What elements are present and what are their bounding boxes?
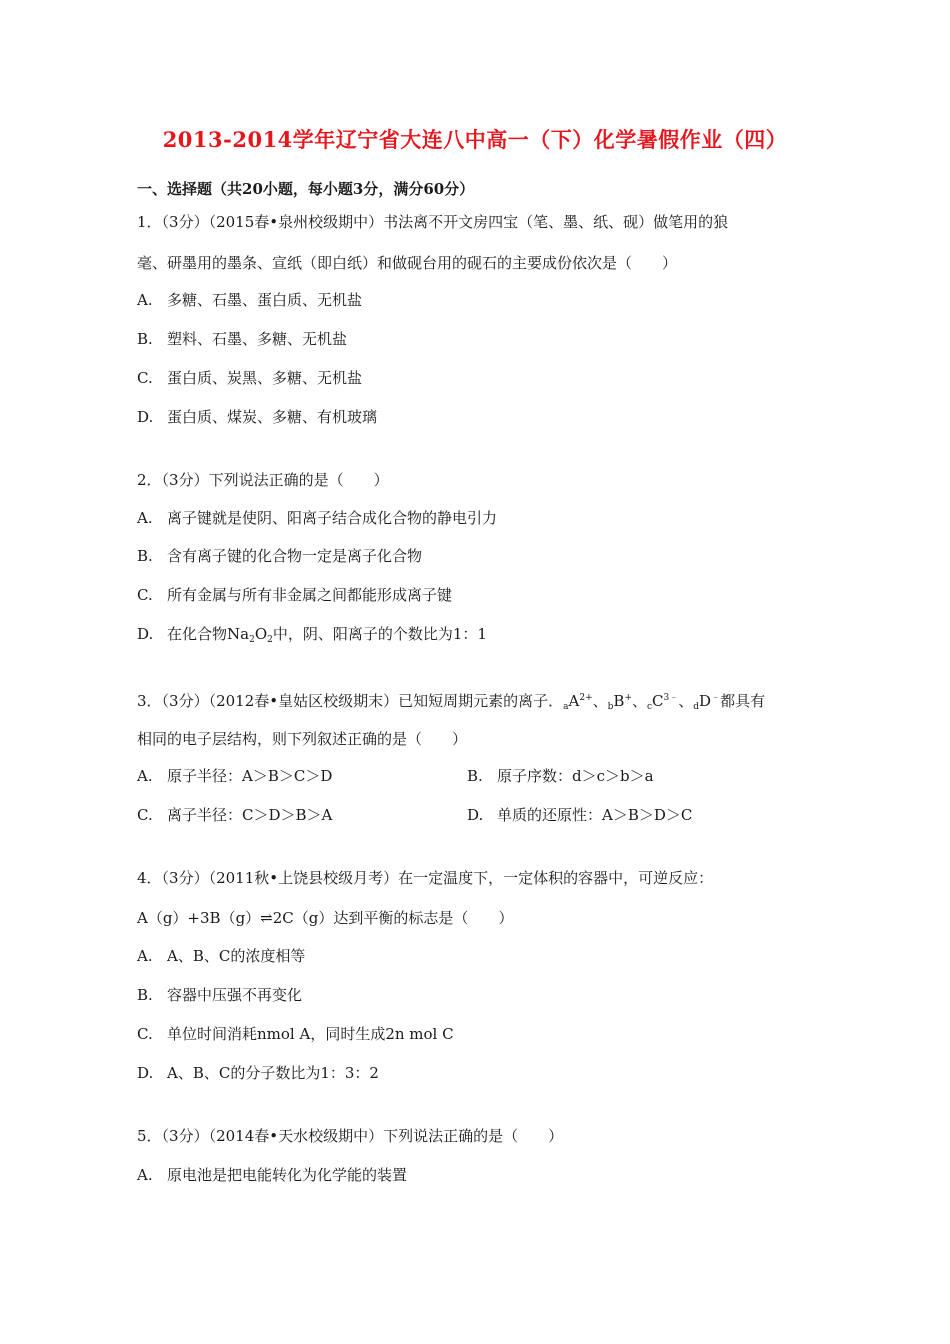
- q3-stem-line1: [137, 688, 765, 717]
- option-label: D.: [467, 806, 484, 824]
- option-label: C.: [137, 369, 153, 387]
- option-label: B.: [137, 986, 153, 1004]
- reversible-arrow-icon: ⇌: [260, 909, 273, 927]
- q3-stem-post: 都具有: [720, 692, 766, 710]
- option-text: 容器中压强不再变化: [167, 986, 303, 1004]
- ion-el: D: [699, 692, 712, 710]
- option-label: B.: [467, 767, 483, 785]
- option-text-post: 中，阴、阳离子的个数比为1：1: [272, 625, 487, 643]
- option-label: C.: [137, 586, 153, 604]
- option-text: 原子序数：d＞c＞b＞a: [497, 767, 654, 785]
- option-text: 含有离子键的化合物一定是离子化合物: [167, 547, 423, 565]
- option-label: A.: [137, 291, 153, 309]
- option-text: 单质的还原性：A＞B＞D＞C: [497, 806, 693, 824]
- option-text: 蛋白质、煤炭、多糖、有机玻璃: [167, 408, 378, 426]
- option-label: C.: [137, 806, 153, 824]
- option-label: D.: [137, 408, 154, 426]
- q2-option-c: [137, 585, 452, 605]
- q4-stem-line1: 4．（3分）（2011秋•上饶县校级月考）在一定温度下，一定体积的容器中，可逆反应：: [137, 869, 714, 887]
- ion-sup: ﹣: [711, 693, 721, 703]
- equation-pre: A（g）+3B（g）: [137, 909, 261, 927]
- q5-option-a: [137, 1165, 407, 1185]
- q3-stem-line2: 相同的电子层结构，则下列叙述正确的是（ ）: [137, 730, 468, 748]
- q3-option-c: [137, 805, 332, 825]
- ion-sep: 、: [631, 692, 647, 710]
- q1-stem-line2: 毫、研墨用的墨条、宣纸（即白纸）和做砚台用的砚石的主要成份依次是（ ）: [137, 254, 678, 272]
- option-text-mid: O: [254, 625, 268, 643]
- q1-stem-line1: 1．（3分）（2015春•泉州校级期中）书法离不开文房四宝（笔、墨、纸、砚）做笔用的狼: [137, 213, 729, 231]
- q3-stem-pre: 3．（3分）（2012春•皇姑区校级期末）已知短周期元素的离子．: [137, 692, 564, 710]
- option-text: 离子半径：C＞D＞B＞A: [167, 806, 333, 824]
- ion-a: [563, 692, 608, 710]
- option-text: 蛋白质、炭黑、多糖、无机盐: [167, 369, 363, 387]
- option-label: A.: [137, 509, 153, 527]
- ion-c: [647, 692, 693, 710]
- q2-option-d: [137, 624, 487, 650]
- ion-sub: b: [607, 702, 614, 712]
- option-text: 原子半径：A＞B＞C＞D: [167, 767, 333, 785]
- ion-el: B: [613, 692, 625, 710]
- q2-option-b: [137, 546, 422, 566]
- ion-sep: 、: [678, 692, 694, 710]
- option-text: 所有金属与所有非金属之间都能形成离子键: [167, 586, 453, 604]
- ion-sep: 、: [592, 692, 608, 710]
- q4-stem-line2: [137, 908, 513, 928]
- q1-option-c: [137, 368, 362, 388]
- option-label: A.: [137, 1166, 153, 1184]
- q3-option-b: [467, 766, 654, 786]
- ion-sup: 2+: [579, 693, 593, 703]
- q3-option-d: [467, 805, 692, 825]
- ion-sup: 3﹣: [663, 693, 679, 703]
- option-text: 原电池是把电能转化为化学能的装置: [167, 1166, 408, 1184]
- option-text-pre: 在化合物Na: [167, 625, 250, 643]
- option-label: B.: [137, 547, 153, 565]
- option-label: A.: [137, 767, 153, 785]
- q1-option-d: [137, 407, 377, 427]
- option-text: 塑料、石墨、多糖、无机盐: [167, 330, 348, 348]
- option-label: D.: [137, 1064, 154, 1082]
- q2-option-a: [137, 508, 497, 528]
- q3-option-a: [137, 766, 332, 786]
- subscript: 2: [267, 635, 273, 645]
- option-label: A.: [137, 947, 153, 965]
- q4-option-b: [137, 985, 302, 1005]
- option-label: C.: [137, 1025, 153, 1043]
- q4-option-d: [137, 1063, 379, 1083]
- section-heading: 一、选择题（共20小题，每小题3分，满分60分）: [137, 180, 475, 198]
- ion-d: [693, 692, 720, 710]
- ion-b: [608, 692, 647, 710]
- option-label: B.: [137, 330, 153, 348]
- option-text: A、B、C的浓度相等: [167, 947, 306, 965]
- q4-option-c: [137, 1024, 454, 1044]
- ion-el: A: [568, 692, 580, 710]
- option-text: A、B、C的分子数比为1：3：2: [167, 1064, 379, 1082]
- q1-option-b: [137, 329, 347, 349]
- ion-sub: c: [647, 702, 653, 712]
- subscript: 2: [249, 635, 255, 645]
- page-title: 2013-2014学年辽宁省大连八中高一（下）化学暑假作业（四）: [162, 127, 788, 152]
- equation-post: 2C（g）达到平衡的标志是（ ）: [272, 909, 514, 927]
- q4-option-a: [137, 946, 305, 966]
- option-text: 离子键就是使阴、阳离子结合成化合物的静电引力: [167, 509, 498, 527]
- option-text: 多糖、石墨、蛋白质、无机盐: [167, 291, 363, 309]
- q5-stem-line1: 5．（3分）（2014春•天水校级期中）下列说法正确的是（ ）: [137, 1127, 564, 1145]
- ion-sup: +: [624, 693, 632, 703]
- ion-sub: a: [563, 702, 569, 712]
- q1-option-a: [137, 290, 362, 310]
- option-label: D.: [137, 625, 154, 643]
- option-text: 单位时间消耗nmol A，同时生成2n mol C: [167, 1025, 454, 1043]
- ion-sub: d: [693, 702, 700, 712]
- q2-stem-line1: 2．（3分）下列说法正确的是（ ）: [137, 471, 389, 489]
- ion-el: C: [652, 692, 664, 710]
